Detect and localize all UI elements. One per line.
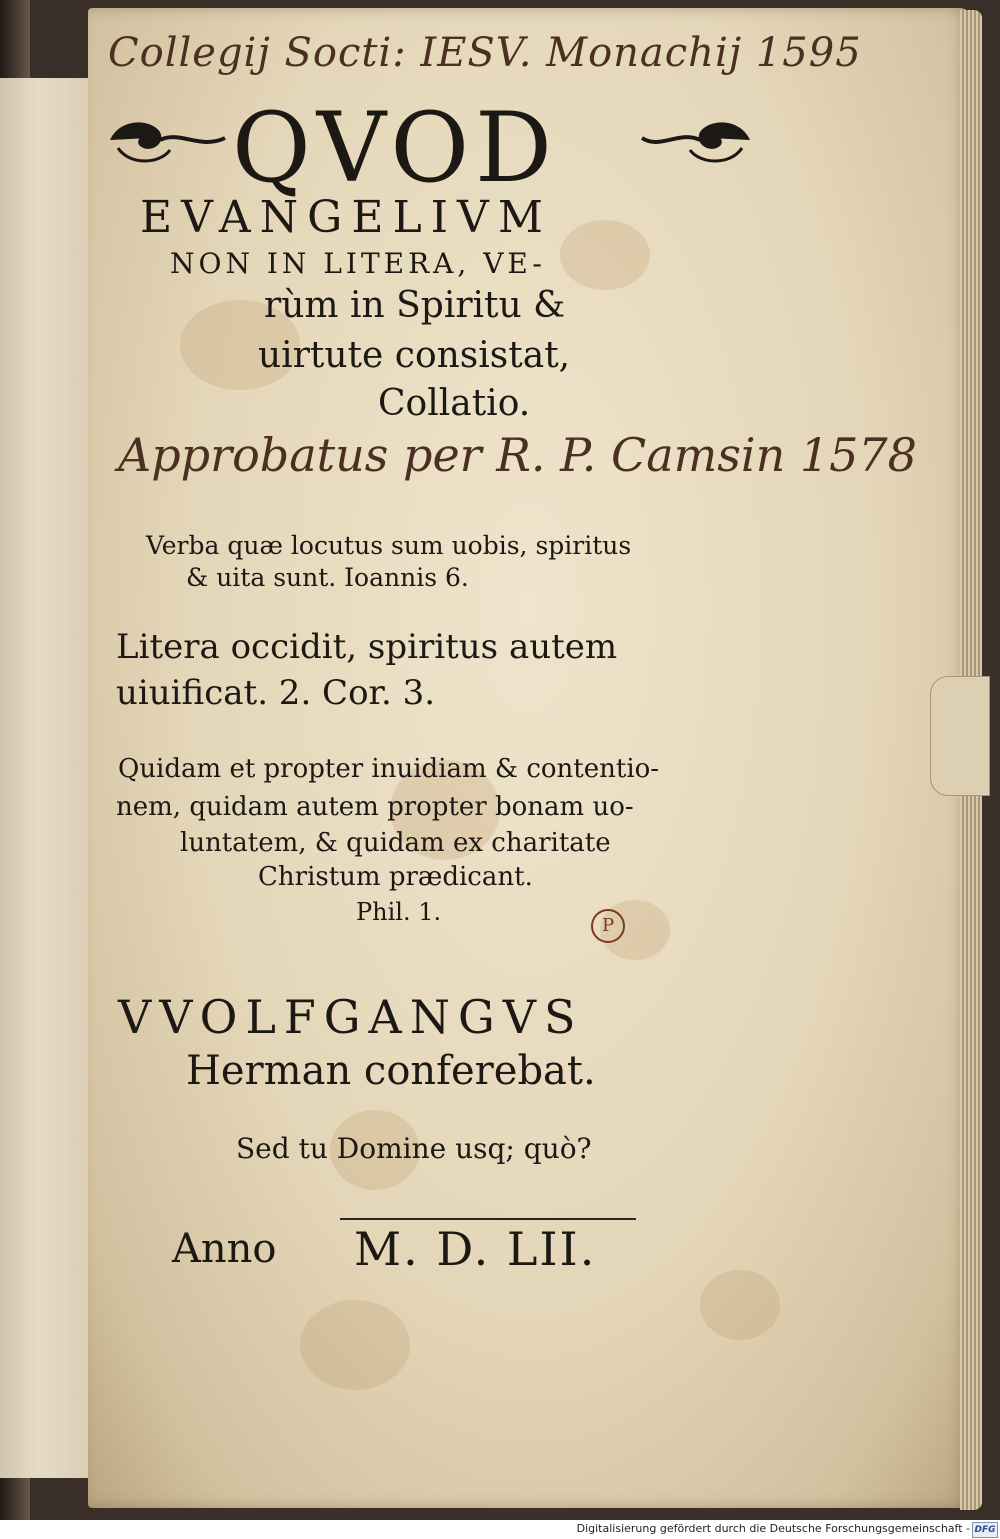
quote-3-line-1: Quidam et propter inuidiam & contentio- (118, 754, 660, 784)
approval-note: Approbatus per R. P. Camsin 1578 (118, 428, 917, 482)
title-line-3: rùm in Spiritu & (264, 285, 566, 326)
motto: Sed tu Domine usq; quò? (236, 1132, 592, 1165)
clasp-tab (930, 676, 990, 796)
author-line: Herman conferebat. (186, 1048, 596, 1094)
footer-text: Digitalisierung gefördert durch die Deutsche Forschungsgemeinschaft - (576, 1522, 970, 1535)
imprint-year: M. D. LII. (354, 1222, 597, 1276)
stain (700, 1270, 780, 1340)
title-line-4: uirtute consistat, (258, 335, 571, 376)
quote-1-line-2: & uita sunt. Ioannis 6. (186, 563, 469, 592)
right-fleuron-icon (640, 110, 760, 170)
quote-3-citation: Phil. 1. (356, 898, 442, 926)
quote-2-line-1: Litera occidit, spiritus autem (116, 627, 618, 667)
left-fleuron-icon (100, 110, 230, 170)
footer-bar (0, 1520, 1000, 1539)
quote-3-line-4: Christum prædicant. (258, 862, 533, 892)
quote-3-line-3: luntatem, & quidam ex charitate (180, 828, 611, 858)
title-heading: QVOD (232, 92, 559, 204)
flyleaf (0, 78, 94, 1478)
title-line-1: EVANGELIVM (140, 192, 552, 243)
dfg-logo: DFG (972, 1522, 998, 1538)
stain (560, 220, 650, 290)
quote-1-line-1: Verba quæ locutus sum uobis, spiritus (146, 531, 632, 560)
title-line-5: Collatio. (378, 383, 531, 424)
provenance-note: Collegij Socti: IESV. Monachij 1595 (108, 30, 862, 76)
title-line-2: NON IN LITERA, VE- (170, 247, 546, 280)
library-stamp: P (591, 909, 625, 943)
imprint-anno: Anno (172, 1226, 277, 1272)
imprint-rule (340, 1218, 636, 1220)
quote-3-line-2: nem, quidam autem propter bonam uo- (116, 792, 634, 822)
quote-2-line-2: uiuificat. 2. Cor. 3. (116, 673, 436, 713)
author-name: VVOLFGANGVS (118, 990, 584, 1044)
stain (300, 1300, 410, 1390)
